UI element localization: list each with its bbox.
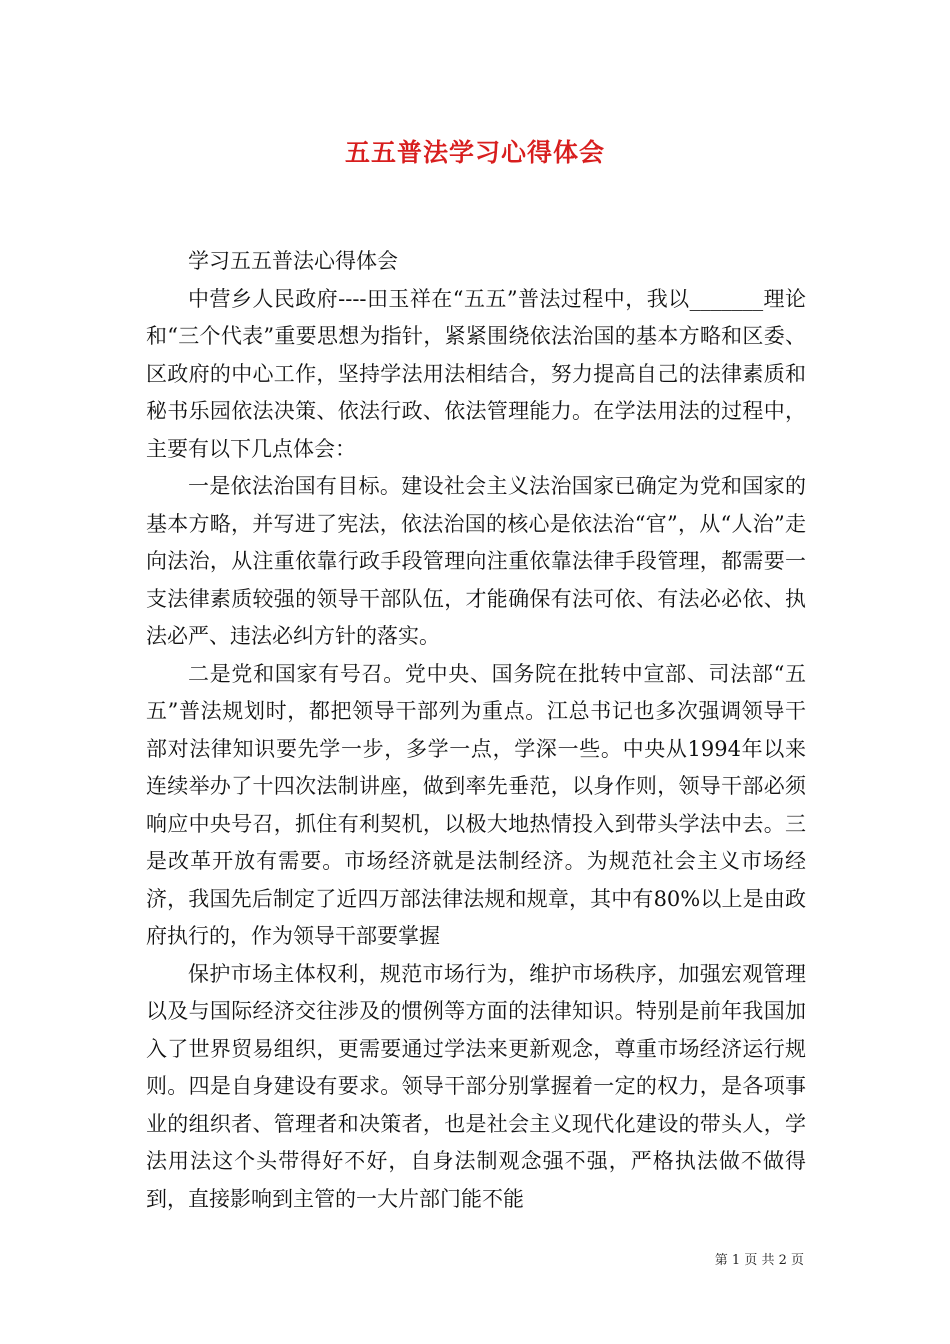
paragraph: 二是党和国家有号召。党中央、国务院在批转中宣部、司法部“五五”普法规划时，都把领导干部列为重点。江总书记也多次强调领导干部对法律知识要先学一步，多学一点，学深一些。中央从1994年以来连续举办了十四次法制讲座，做到率先垂范，以身作则，领导干部必须响应中央号召，抓住有利契机，以极大地热情投入到带头学法中去。三是改革开放有需要。市场经济就是法制经济。为规范社会主义市场经济，我国先后制定了近四万部法律法规和规章，其中有80%以上是由政府执行的，作为领导干部要掌握 [146, 661, 806, 948]
paragraph: 中营乡人民政府----田玉祥在“五五”普法过程中，我以_______理论和“三个代表”重要思想为指针，紧紧围绕依法治国的基本方略和区委、区政府的中心工作，坚持学法用法相结合，努力提高自己的法律素质和秘书乐园依法决策、依法行政、依法管理能力。在学法用法的过程中，主要有以下几点体会： [146, 286, 806, 461]
document-title: 五五普法学习心得体会 [344, 138, 605, 167]
paragraph-subtitle: 学习五五普法心得体会 [188, 249, 398, 273]
paragraph: 保护市场主体权利，规范市场行为，维护市场秩序，加强宏观管理以及与国际经济交往涉及的惯例等方面的法律知识。特别是前年我国加入了世界贸易组织，更需要通过学法来更新观念，尊重市场经济运行规则。四是自身建设有要求。领导干部分别掌握着一定的权力，是各项事业的组织者、管理者和决策者，也是社会主义现代化建设的带头人，学法用法这个头带得好不好，自身法制观念强不强，严格执法做不做得到，直接影响到主管的一大片部门能不能 [146, 961, 806, 1211]
document-body [146, 243, 806, 1218]
page-number-footer: 第 1 页 共 2 页 [714, 1253, 804, 1268]
paragraph: 一是依法治国有目标。建设社会主义法治国家已确定为党和国家的基本方略，并写进了宪法，依法治国的核心是依法治“官”，从“人治”走向法治，从注重依靠行政手段管理向注重依靠法律手段管理，都需要一支法律素质较强的领导干部队伍，才能确保有法可依、有法必必依、执法必严、违法必纠方针的落实。 [146, 474, 806, 648]
